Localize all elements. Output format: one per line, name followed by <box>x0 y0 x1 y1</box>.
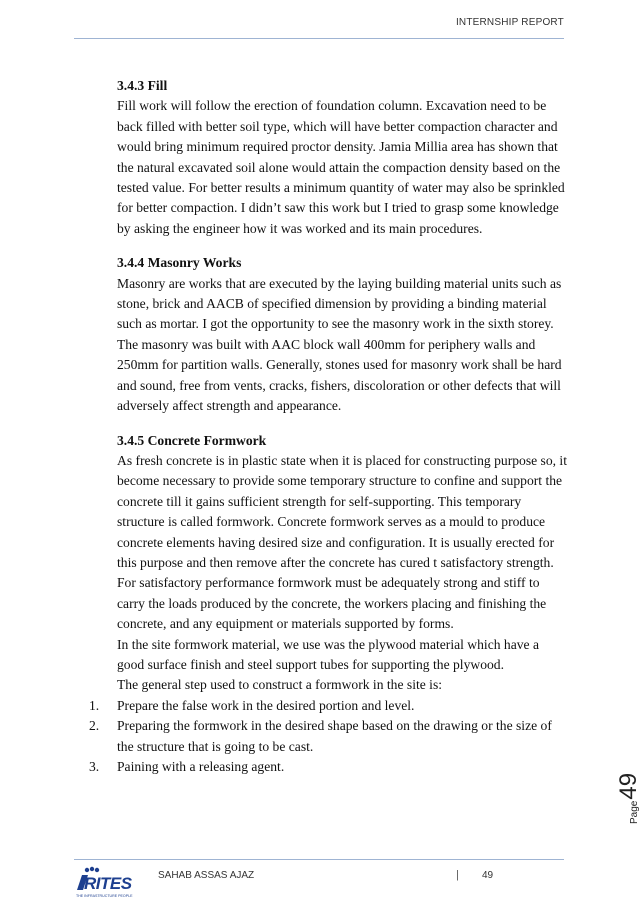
footer-separator: | <box>456 869 459 881</box>
footer-page-number: 49 <box>482 870 494 881</box>
section-paragraph: In the site formwork material, we use was the plywood material which have a good surface finish and steel support tubes for supporting the plywood. <box>117 636 540 672</box>
header-divider <box>74 38 564 39</box>
header-title: INTERNSHIP REPORT <box>455 17 564 28</box>
list-item-number: 3. <box>89 759 100 774</box>
list-item <box>89 757 569 777</box>
list-item <box>89 716 569 757</box>
section-heading: 3.4.3 Fill <box>117 78 168 93</box>
list-item-number: 2. <box>89 718 100 734</box>
list-item <box>89 696 569 716</box>
page-word: Page <box>629 800 640 824</box>
logo-tagline: THE INFRASTRUCTURE PEOPLE <box>76 894 133 898</box>
side-page-label <box>593 772 642 824</box>
section-heading: 3.4.4 Masonry Works <box>117 255 242 271</box>
section-paragraph: As fresh concrete is in plastic state when it is placed for constructing purpose so, it become necessary to provide some temporary structure to confine and support the concrete till it gains sufficient strength for self-supporting. This temporary structure is called formwork. Concrete formwork serves as a mould to produce concrete elements having desired size and configuration. It is usually erected for this purpose and then remove after the concrete has cured t satisfactory strength. For satisfactory performance formwork must be adequately strong and stiff to carry the loads produced by the concrete, the workers placing and finishing the concrete, and any equipment or materials supported by forms. <box>117 452 567 632</box>
logo-wordmark: RITES <box>84 874 132 893</box>
footer-author: SAHAB ASSAS AJAZ <box>158 870 255 881</box>
footer-divider <box>74 859 564 860</box>
list-item-number: 1. <box>89 697 100 713</box>
list-item-text: Prepare the false work in the desired portion and level. <box>117 697 415 713</box>
document-body <box>89 76 569 791</box>
page-number-large: 49 <box>615 772 642 800</box>
steps-list <box>89 696 569 778</box>
steps-intro: The general step used to construct a formwork in the site is: <box>117 677 443 693</box>
section-paragraph: Fill work will follow the erection of foundation column. Excavation need to be back filled with better soil type, which will have better compaction character and would bring minimum required proctor density. Jamia Millia area has shown that the natural excavated soil alone would attain the compaction density based on the tested value. For better results a minimum quantity of water may also be sprinkled for better compaction. I didn’t saw this work but I tried to grasp some knowledge by asking the engineer how it was worked and its main procedures. <box>117 98 565 236</box>
section-fill <box>117 76 569 239</box>
list-item-text: Paining with a releasing agent. <box>117 759 285 774</box>
section-paragraph: Masonry are works that are executed by the laying building material units such as stone, brick and AACB of specified dimension by providing a binding material such as mortar. I got the opportunity to see the masonry work in the sixth storey. The masonry was built with AAC block wall 400mm for periphery walls and 250mm for partition walls. Generally, stones used for masonry work shall be hard and sound, free from vents, cracks, fishers, discoloration or other defects that will adversely affect strength and appearance. <box>117 275 562 414</box>
section-heading: 3.4.5 Concrete Formwork <box>117 432 267 448</box>
rites-logo <box>74 866 146 900</box>
section-concrete-formwork <box>89 431 569 778</box>
list-item-text: Preparing the formwork in the desired shape based on the drawing or the size of the structure that is going to be cast. <box>117 718 552 754</box>
section-masonry-works <box>117 253 569 416</box>
